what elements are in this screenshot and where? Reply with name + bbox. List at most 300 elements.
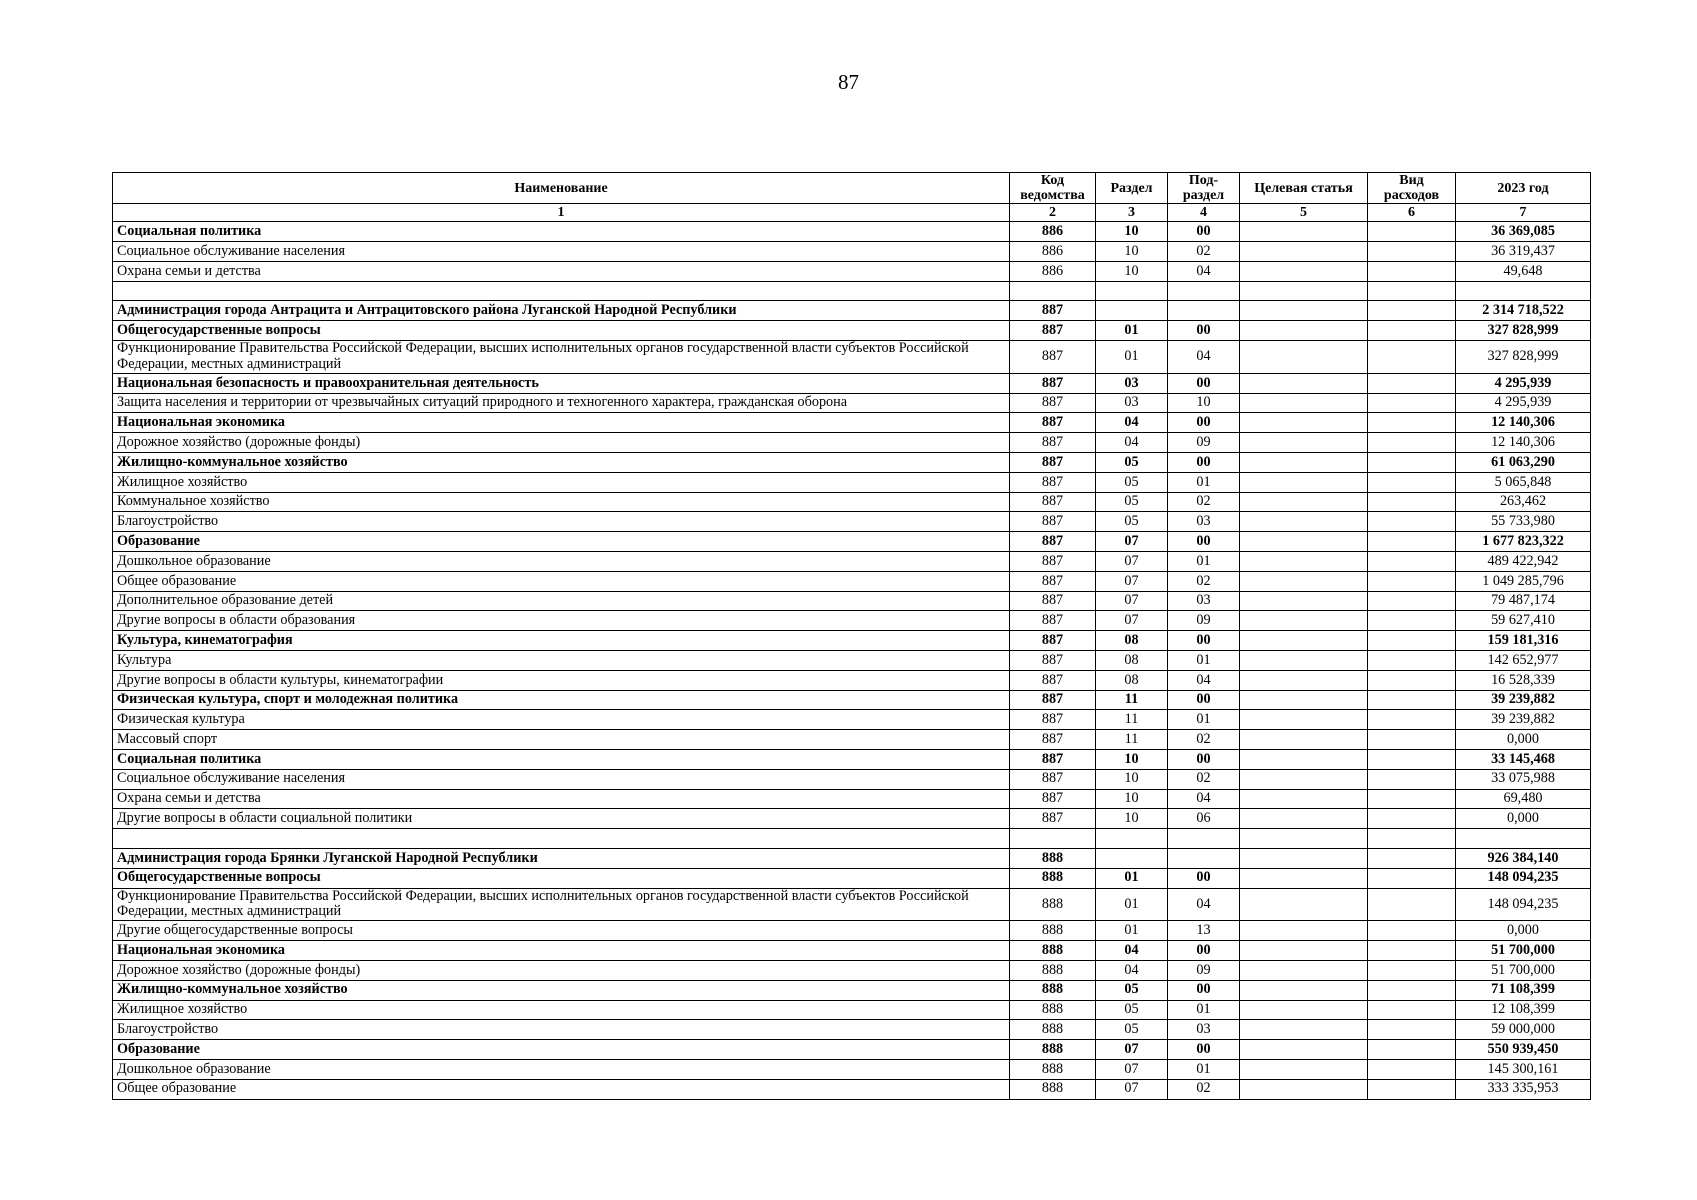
subsection-cell: 09	[1168, 433, 1240, 453]
dept-code-cell: 887	[1010, 512, 1096, 532]
dept-code-cell: 888	[1010, 960, 1096, 980]
table-row	[113, 921, 1591, 941]
subsection-cell: 01	[1168, 1000, 1240, 1020]
subsection-cell: 03	[1168, 512, 1240, 532]
section-cell: 07	[1096, 591, 1168, 611]
table-row	[113, 393, 1591, 413]
amount-cell: 333 335,953	[1456, 1079, 1591, 1099]
subsection-cell: 00	[1168, 1040, 1240, 1060]
subsection-cell: 01	[1168, 650, 1240, 670]
table-row	[113, 710, 1591, 730]
name-cell: Дополнительное образование детей	[113, 591, 1010, 611]
target-article-cell	[1240, 1040, 1368, 1060]
subsection-cell: 04	[1168, 888, 1240, 921]
amount-cell	[1456, 281, 1591, 301]
target-article-cell	[1240, 868, 1368, 888]
expense-type-cell	[1368, 631, 1456, 651]
amount-cell: 148 094,235	[1456, 868, 1591, 888]
section-cell	[1096, 301, 1168, 321]
name-cell: Другие вопросы в области образования	[113, 611, 1010, 631]
table-row	[113, 749, 1591, 769]
target-article-cell	[1240, 809, 1368, 829]
subsection-cell: 09	[1168, 960, 1240, 980]
target-article-cell	[1240, 730, 1368, 750]
dept-code-cell: 887	[1010, 321, 1096, 341]
name-cell: Культура, кинематография	[113, 631, 1010, 651]
table-row	[113, 591, 1591, 611]
amount-cell: 2 314 718,522	[1456, 301, 1591, 321]
dept-code-cell	[1010, 829, 1096, 849]
subsection-cell: 02	[1168, 1079, 1240, 1099]
amount-cell: 0,000	[1456, 921, 1591, 941]
section-cell: 07	[1096, 532, 1168, 552]
amount-cell: 39 239,882	[1456, 690, 1591, 710]
target-article-cell	[1240, 373, 1368, 393]
expense-type-cell	[1368, 650, 1456, 670]
expense-type-cell	[1368, 341, 1456, 374]
section-cell: 10	[1096, 769, 1168, 789]
subsection-cell: 04	[1168, 261, 1240, 281]
section-cell: 08	[1096, 650, 1168, 670]
table-row	[113, 1059, 1591, 1079]
target-article-cell	[1240, 789, 1368, 809]
target-article-cell	[1240, 532, 1368, 552]
expense-type-cell	[1368, 888, 1456, 921]
table-row	[113, 868, 1591, 888]
table-row	[113, 532, 1591, 552]
target-article-cell	[1240, 631, 1368, 651]
name-cell: Массовый спорт	[113, 730, 1010, 750]
dept-code-cell: 887	[1010, 472, 1096, 492]
table-row	[113, 1000, 1591, 1020]
expense-type-cell	[1368, 1059, 1456, 1079]
amount-cell: 4 295,939	[1456, 393, 1591, 413]
target-article-cell	[1240, 769, 1368, 789]
subsection-cell: 01	[1168, 551, 1240, 571]
amount-cell: 148 094,235	[1456, 888, 1591, 921]
name-cell: Общее образование	[113, 1079, 1010, 1099]
subsection-cell: 01	[1168, 472, 1240, 492]
header-year: 2023 год	[1456, 173, 1591, 204]
name-cell: Физическая культура	[113, 710, 1010, 730]
amount-cell: 327 828,999	[1456, 321, 1591, 341]
amount-cell: 59 627,410	[1456, 611, 1591, 631]
amount-cell: 0,000	[1456, 730, 1591, 750]
section-cell: 05	[1096, 472, 1168, 492]
name-cell: Образование	[113, 532, 1010, 552]
amount-cell: 69,480	[1456, 789, 1591, 809]
amount-cell: 1 677 823,322	[1456, 532, 1591, 552]
expense-type-cell	[1368, 242, 1456, 262]
target-article-cell	[1240, 941, 1368, 961]
section-cell: 05	[1096, 1000, 1168, 1020]
section-cell: 11	[1096, 710, 1168, 730]
amount-cell: 159 181,316	[1456, 631, 1591, 651]
section-cell: 01	[1096, 921, 1168, 941]
expense-type-cell	[1368, 921, 1456, 941]
section-cell: 04	[1096, 433, 1168, 453]
name-cell: Другие общегосударственные вопросы	[113, 921, 1010, 941]
target-article-cell	[1240, 1020, 1368, 1040]
header-name: Наименование	[113, 173, 1010, 204]
target-article-cell	[1240, 551, 1368, 571]
table-row	[113, 242, 1591, 262]
name-cell: Благоустройство	[113, 1020, 1010, 1040]
amount-cell: 55 733,980	[1456, 512, 1591, 532]
expense-type-cell	[1368, 1040, 1456, 1060]
dept-code-cell: 887	[1010, 631, 1096, 651]
budget-table	[112, 172, 1591, 1100]
section-cell: 10	[1096, 789, 1168, 809]
dept-code-cell: 888	[1010, 1000, 1096, 1020]
subsection-cell: 00	[1168, 413, 1240, 433]
expense-type-cell	[1368, 809, 1456, 829]
amount-cell: 1 049 285,796	[1456, 571, 1591, 591]
expense-type-cell	[1368, 222, 1456, 242]
section-cell: 05	[1096, 1020, 1168, 1040]
subsection-cell: 00	[1168, 631, 1240, 651]
name-cell: Дорожное хозяйство (дорожные фонды)	[113, 433, 1010, 453]
expense-type-cell	[1368, 1020, 1456, 1040]
target-article-cell	[1240, 749, 1368, 769]
table-row	[113, 960, 1591, 980]
dept-code-cell: 887	[1010, 551, 1096, 571]
expense-type-cell	[1368, 730, 1456, 750]
name-cell: Жилищно-коммунальное хозяйство	[113, 453, 1010, 473]
expense-type-cell	[1368, 261, 1456, 281]
section-cell: 10	[1096, 809, 1168, 829]
name-cell: Культура	[113, 650, 1010, 670]
dept-code-cell: 888	[1010, 1020, 1096, 1040]
section-cell: 07	[1096, 551, 1168, 571]
section-cell: 07	[1096, 611, 1168, 631]
name-cell: Жилищное хозяйство	[113, 1000, 1010, 1020]
column-number: 2	[1010, 204, 1096, 222]
header-expense-type: Вид расходов	[1368, 173, 1456, 204]
table-row	[113, 222, 1591, 242]
section-cell: 05	[1096, 492, 1168, 512]
target-article-cell	[1240, 242, 1368, 262]
expense-type-cell	[1368, 960, 1456, 980]
dept-code-cell: 888	[1010, 1059, 1096, 1079]
expense-type-cell	[1368, 789, 1456, 809]
subsection-cell: 00	[1168, 222, 1240, 242]
amount-cell: 263,462	[1456, 492, 1591, 512]
target-article-cell	[1240, 512, 1368, 532]
section-cell: 01	[1096, 341, 1168, 374]
target-article-cell	[1240, 301, 1368, 321]
dept-code-cell: 887	[1010, 453, 1096, 473]
table-row	[113, 1079, 1591, 1099]
name-cell: Другие вопросы в области культуры, кинематографии	[113, 670, 1010, 690]
name-cell	[113, 281, 1010, 301]
table-row	[113, 472, 1591, 492]
dept-code-cell: 886	[1010, 242, 1096, 262]
section-cell: 01	[1096, 868, 1168, 888]
expense-type-cell	[1368, 591, 1456, 611]
subsection-cell: 00	[1168, 321, 1240, 341]
section-cell: 07	[1096, 1040, 1168, 1060]
target-article-cell	[1240, 611, 1368, 631]
target-article-cell	[1240, 222, 1368, 242]
header-target-article: Целевая статья	[1240, 173, 1368, 204]
section-cell: 01	[1096, 321, 1168, 341]
section-cell	[1096, 829, 1168, 849]
table-row	[113, 341, 1591, 374]
name-cell: Дорожное хозяйство (дорожные фонды)	[113, 960, 1010, 980]
target-article-cell	[1240, 321, 1368, 341]
section-cell: 11	[1096, 690, 1168, 710]
target-article-cell	[1240, 980, 1368, 1000]
name-cell: Общегосударственные вопросы	[113, 321, 1010, 341]
expense-type-cell	[1368, 373, 1456, 393]
table-row	[113, 453, 1591, 473]
expense-type-cell	[1368, 611, 1456, 631]
dept-code-cell: 886	[1010, 222, 1096, 242]
table-row	[113, 809, 1591, 829]
target-article-cell	[1240, 670, 1368, 690]
table-row	[113, 690, 1591, 710]
page-number: 87	[838, 70, 859, 94]
table-row	[113, 941, 1591, 961]
dept-code-cell: 887	[1010, 301, 1096, 321]
expense-type-cell	[1368, 670, 1456, 690]
name-cell: Охрана семьи и детства	[113, 261, 1010, 281]
name-cell: Социальная политика	[113, 749, 1010, 769]
section-cell: 05	[1096, 980, 1168, 1000]
subsection-cell: 02	[1168, 730, 1240, 750]
amount-cell: 12 140,306	[1456, 413, 1591, 433]
dept-code-cell: 887	[1010, 710, 1096, 730]
target-article-cell	[1240, 393, 1368, 413]
amount-cell: 4 295,939	[1456, 373, 1591, 393]
expense-type-cell	[1368, 453, 1456, 473]
expense-type-cell	[1368, 281, 1456, 301]
header-row	[113, 173, 1591, 204]
expense-type-cell	[1368, 941, 1456, 961]
section-cell: 08	[1096, 631, 1168, 651]
expense-type-cell	[1368, 980, 1456, 1000]
dept-code-cell: 888	[1010, 980, 1096, 1000]
dept-code-cell: 886	[1010, 261, 1096, 281]
table-row	[113, 413, 1591, 433]
target-article-cell	[1240, 281, 1368, 301]
section-cell: 03	[1096, 373, 1168, 393]
name-cell: Жилищно-коммунальное хозяйство	[113, 980, 1010, 1000]
amount-cell: 51 700,000	[1456, 960, 1591, 980]
name-cell: Коммунальное хозяйство	[113, 492, 1010, 512]
name-cell: Образование	[113, 1040, 1010, 1060]
subsection-cell	[1168, 829, 1240, 849]
column-number: 6	[1368, 204, 1456, 222]
subsection-cell: 00	[1168, 453, 1240, 473]
name-cell: Жилищное хозяйство	[113, 472, 1010, 492]
amount-cell: 926 384,140	[1456, 848, 1591, 868]
name-cell: Общее образование	[113, 571, 1010, 591]
dept-code-cell: 888	[1010, 848, 1096, 868]
table-row	[113, 848, 1591, 868]
amount-cell: 71 108,399	[1456, 980, 1591, 1000]
target-article-cell	[1240, 888, 1368, 921]
name-cell: Охрана семьи и детства	[113, 789, 1010, 809]
subsection-cell: 00	[1168, 941, 1240, 961]
target-article-cell	[1240, 341, 1368, 374]
target-article-cell	[1240, 1000, 1368, 1020]
subsection-cell: 04	[1168, 789, 1240, 809]
table-row	[113, 1040, 1591, 1060]
section-cell: 07	[1096, 571, 1168, 591]
section-cell: 01	[1096, 888, 1168, 921]
header-section: Раздел	[1096, 173, 1168, 204]
name-cell: Защита населения и территории от чрезвычайных ситуаций природного и техногенного характера, гражданская оборона	[113, 393, 1010, 413]
name-cell: Благоустройство	[113, 512, 1010, 532]
amount-cell: 79 487,174	[1456, 591, 1591, 611]
amount-cell	[1456, 829, 1591, 849]
section-cell: 10	[1096, 261, 1168, 281]
expense-type-cell	[1368, 532, 1456, 552]
subsection-cell: 01	[1168, 710, 1240, 730]
dept-code-cell: 887	[1010, 789, 1096, 809]
amount-cell: 59 000,000	[1456, 1020, 1591, 1040]
section-cell: 10	[1096, 222, 1168, 242]
target-article-cell	[1240, 960, 1368, 980]
name-cell: Социальное обслуживание населения	[113, 769, 1010, 789]
subsection-cell: 02	[1168, 769, 1240, 789]
blank-row	[113, 829, 1591, 849]
subsection-cell: 00	[1168, 980, 1240, 1000]
amount-cell: 12 140,306	[1456, 433, 1591, 453]
section-cell: 05	[1096, 453, 1168, 473]
dept-code-cell: 887	[1010, 492, 1096, 512]
table-row	[113, 730, 1591, 750]
dept-code-cell: 887	[1010, 670, 1096, 690]
name-cell: Дошкольное образование	[113, 551, 1010, 571]
target-article-cell	[1240, 453, 1368, 473]
table-row	[113, 769, 1591, 789]
subsection-cell: 00	[1168, 532, 1240, 552]
subsection-cell: 13	[1168, 921, 1240, 941]
name-cell: Национальная экономика	[113, 941, 1010, 961]
expense-type-cell	[1368, 512, 1456, 532]
subsection-cell: 02	[1168, 242, 1240, 262]
table-row	[113, 670, 1591, 690]
amount-cell: 33 145,468	[1456, 749, 1591, 769]
expense-type-cell	[1368, 690, 1456, 710]
name-cell: Национальная безопасность и правоохранительная деятельность	[113, 373, 1010, 393]
table-row	[113, 571, 1591, 591]
name-cell: Функционирование Правительства Российской Федерации, высших исполнительных органов государственной власти субъектов Российской Федерации, местных администраций	[113, 888, 1010, 921]
table-row	[113, 261, 1591, 281]
section-cell: 07	[1096, 1079, 1168, 1099]
target-article-cell	[1240, 1059, 1368, 1079]
expense-type-cell	[1368, 829, 1456, 849]
section-cell: 05	[1096, 512, 1168, 532]
subsection-cell	[1168, 848, 1240, 868]
name-cell: Социальная политика	[113, 222, 1010, 242]
dept-code-cell: 887	[1010, 650, 1096, 670]
section-cell	[1096, 281, 1168, 301]
table-body	[113, 222, 1591, 1099]
target-article-cell	[1240, 433, 1368, 453]
header-dept-code: Код ведомства	[1010, 173, 1096, 204]
table-row	[113, 611, 1591, 631]
amount-cell: 39 239,882	[1456, 710, 1591, 730]
target-article-cell	[1240, 690, 1368, 710]
dept-code-cell: 887	[1010, 413, 1096, 433]
target-article-cell	[1240, 591, 1368, 611]
name-cell: Другие вопросы в области социальной политики	[113, 809, 1010, 829]
subsection-cell: 00	[1168, 749, 1240, 769]
subsection-cell: 03	[1168, 1020, 1240, 1040]
subsection-cell: 00	[1168, 868, 1240, 888]
table-row	[113, 631, 1591, 651]
section-cell: 11	[1096, 730, 1168, 750]
section-cell	[1096, 848, 1168, 868]
name-cell: Функционирование Правительства Российской Федерации, высших исполнительных органов государственной власти субъектов Российской Федерации, местных администраций	[113, 341, 1010, 374]
table-row	[113, 433, 1591, 453]
table-row	[113, 650, 1591, 670]
name-cell: Национальная экономика	[113, 413, 1010, 433]
dept-code-cell	[1010, 281, 1096, 301]
amount-cell: 49,648	[1456, 261, 1591, 281]
dept-code-cell: 888	[1010, 941, 1096, 961]
dept-code-cell: 888	[1010, 868, 1096, 888]
subsection-cell: 02	[1168, 571, 1240, 591]
target-article-cell	[1240, 1079, 1368, 1099]
name-cell: Физическая культура, спорт и молодежная политика	[113, 690, 1010, 710]
subsection-cell: 01	[1168, 1059, 1240, 1079]
target-article-cell	[1240, 829, 1368, 849]
amount-cell: 145 300,161	[1456, 1059, 1591, 1079]
column-number: 7	[1456, 204, 1591, 222]
amount-cell: 16 528,339	[1456, 670, 1591, 690]
section-cell: 04	[1096, 941, 1168, 961]
name-cell: Дошкольное образование	[113, 1059, 1010, 1079]
dept-code-cell: 887	[1010, 591, 1096, 611]
target-article-cell	[1240, 472, 1368, 492]
expense-type-cell	[1368, 301, 1456, 321]
subsection-cell: 09	[1168, 611, 1240, 631]
expense-type-cell	[1368, 551, 1456, 571]
subsection-cell: 03	[1168, 591, 1240, 611]
table-row	[113, 492, 1591, 512]
column-number: 5	[1240, 204, 1368, 222]
section-cell: 10	[1096, 749, 1168, 769]
table-row	[113, 321, 1591, 341]
dept-code-cell: 887	[1010, 690, 1096, 710]
dept-code-cell: 888	[1010, 1040, 1096, 1060]
table-row	[113, 789, 1591, 809]
name-cell: Администрация города Брянки Луганской Народной Республики	[113, 848, 1010, 868]
amount-cell: 327 828,999	[1456, 341, 1591, 374]
amount-cell: 12 108,399	[1456, 1000, 1591, 1020]
amount-cell: 489 422,942	[1456, 551, 1591, 571]
dept-code-cell: 888	[1010, 921, 1096, 941]
subsection-cell: 04	[1168, 670, 1240, 690]
subsection-cell: 00	[1168, 690, 1240, 710]
column-number: 1	[113, 204, 1010, 222]
target-article-cell	[1240, 571, 1368, 591]
table-row	[113, 980, 1591, 1000]
expense-type-cell	[1368, 492, 1456, 512]
name-cell: Администрация города Антрацита и Антрацитовского района Луганской Народной Республики	[113, 301, 1010, 321]
target-article-cell	[1240, 650, 1368, 670]
expense-type-cell	[1368, 1079, 1456, 1099]
subsection-cell: 00	[1168, 373, 1240, 393]
amount-cell: 5 065,848	[1456, 472, 1591, 492]
subsection-cell: 04	[1168, 341, 1240, 374]
subsection-cell: 06	[1168, 809, 1240, 829]
